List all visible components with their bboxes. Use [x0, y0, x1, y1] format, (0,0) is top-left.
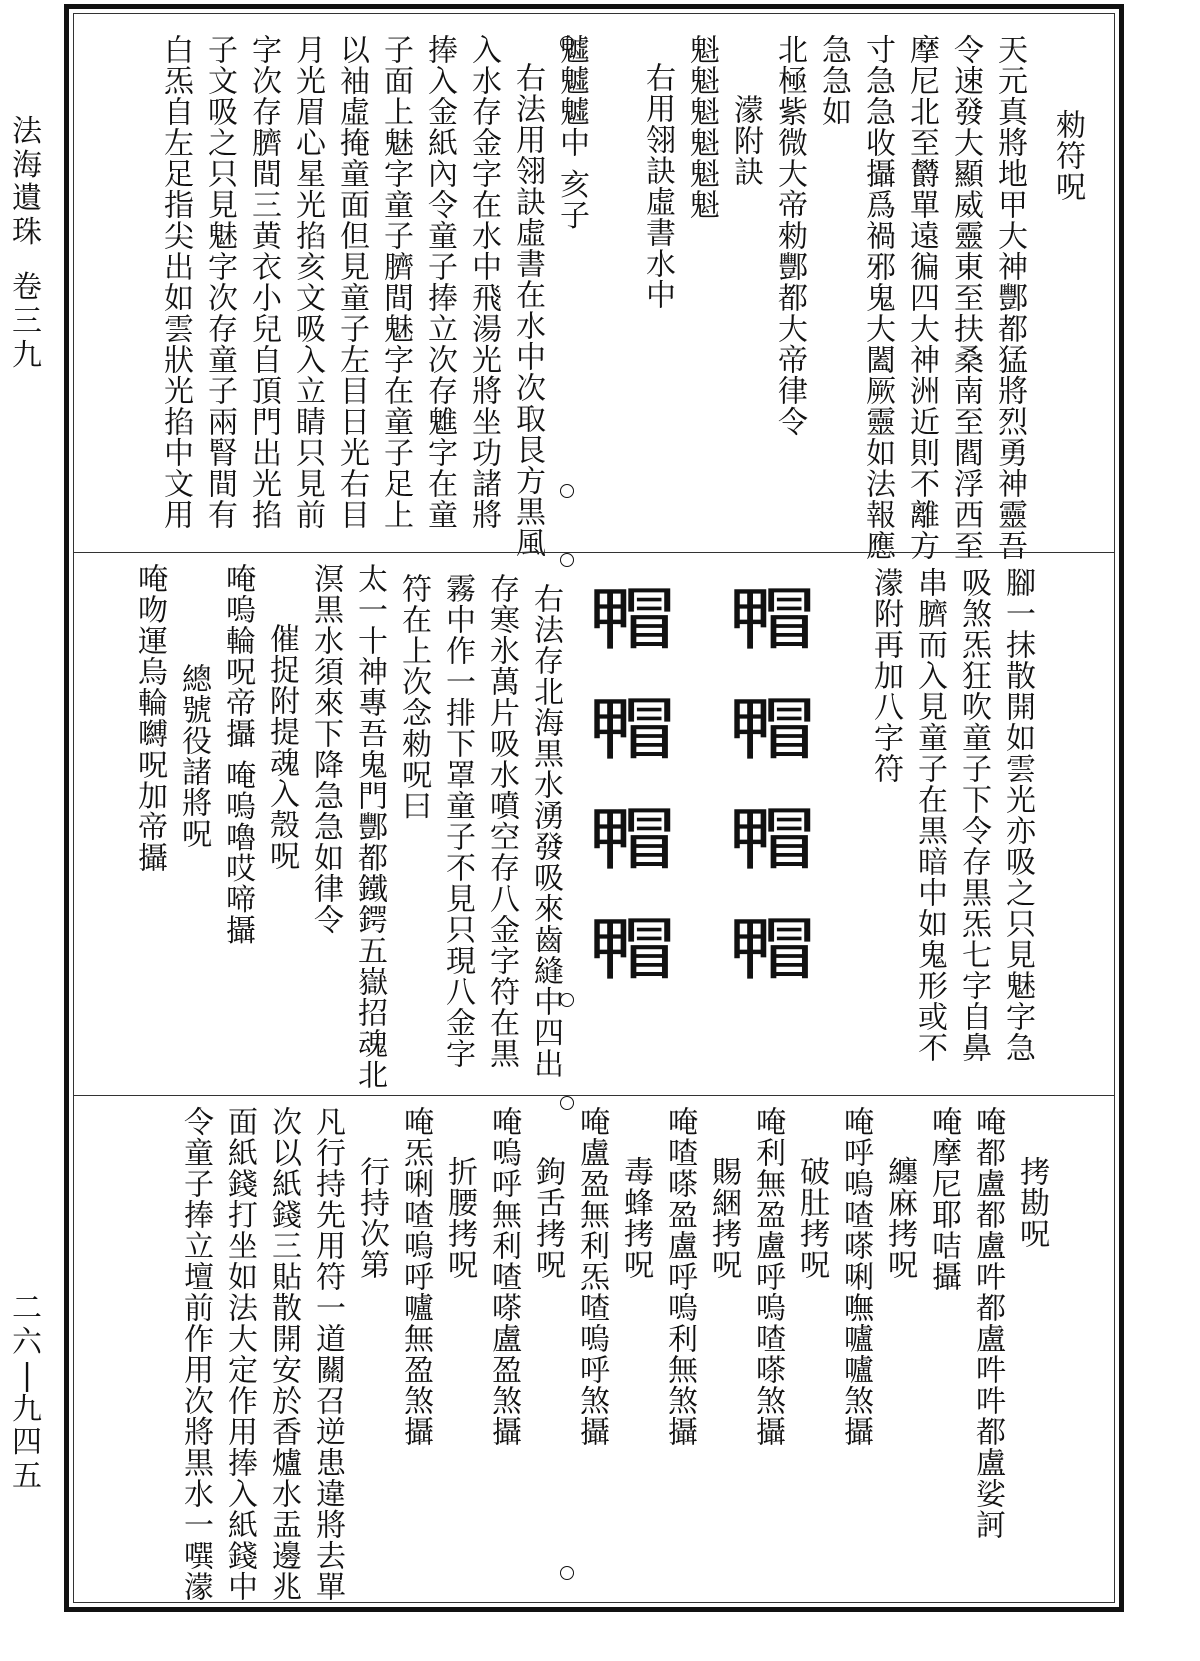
book-title-char: 遺	[12, 181, 42, 217]
talisman-seal-glyph: 𤲰	[587, 911, 677, 990]
text-column: 以袖虛掩童面但見童子左目日光右目	[334, 34, 369, 530]
text-column: 面紙錢打坐如法大定作用捧入紙錢中	[222, 1106, 257, 1602]
volume-char: 卷	[12, 270, 42, 306]
heading-column: 催捉附提魂入殼呪	[264, 623, 299, 871]
text-column: 令童子捧立壇前作用次將黒水一噀濛	[178, 1106, 213, 1602]
book-title-char: 海	[12, 147, 42, 183]
text-column: 濛附再加八字符	[868, 567, 903, 784]
text-column: 存寒氷萬片吸水噴空存八金字符在黒	[484, 573, 519, 1069]
margin-title	[4, 115, 50, 372]
text-column: 唵利無盈盧呼嗚喳嗏煞攝	[750, 1106, 785, 1447]
text-column: 太一十神專吾鬼門酆都鐵鍔五嶽招魂北	[352, 563, 387, 1090]
text-column: 字次存臍間三黄衣小兒自頂門出光掐	[246, 34, 281, 530]
heading-column: 鉤舌拷呪	[530, 1156, 565, 1280]
section-circle-mark	[560, 1566, 574, 1580]
text-column: 右用翎訣虛書水中	[640, 62, 675, 310]
heading-column: 賜綑拷呪	[706, 1156, 741, 1280]
book-title-char: 珠	[12, 214, 42, 250]
page-number-char: 五	[12, 1458, 42, 1494]
talisman-seal-glyph: 𤲰	[727, 691, 817, 770]
section-circle-mark	[560, 36, 574, 50]
talisman-seal-glyph: 𤲰	[587, 691, 677, 770]
page-number	[4, 1292, 50, 1494]
text-column: 唵嗚輪呪帝攝 唵嗚嚕哎啼攝	[220, 563, 255, 946]
page-number-char: 四	[12, 1425, 42, 1461]
text-column: 唵喳嗏盈盧呼嗚利無煞攝	[662, 1106, 697, 1447]
heading-column: 折腰拷呪	[442, 1156, 477, 1280]
text-column: 魁魁魁魁魁魁	[684, 34, 719, 220]
text-column: 唵炁唎喳嗚呼嚧無盈煞攝	[398, 1106, 433, 1447]
heading-column: 勑符呪	[1050, 109, 1085, 202]
text-column: 凡行持先用符一道關召逆患違將去單	[310, 1106, 345, 1602]
text-column: 右法存北海黒水湧發吸來齒縫中四出	[528, 583, 563, 1079]
text-column: 唵摩尼耶咭攝	[926, 1106, 961, 1292]
volume-char: 九	[12, 337, 42, 373]
page-frame	[64, 4, 1124, 1612]
section-circle-mark	[560, 553, 574, 567]
talisman-seal-glyph: 𤲰	[727, 581, 817, 660]
text-column: 唵嗚呼無利喳嗏盧盈煞攝	[486, 1106, 521, 1447]
text-band-top	[74, 14, 1114, 561]
heading-column: 濛附訣	[728, 94, 763, 187]
talisman-seal-glyph: 𤲰	[587, 581, 677, 660]
section-circle-mark	[560, 1096, 574, 1110]
talisman-seal-glyph: 𤲰	[727, 801, 817, 880]
text-column: 右法用翎訣虛書在水中次取艮方黒風	[510, 62, 545, 558]
text-column: 次以紙錢三貼散開安於香爐水盂邊兆	[266, 1106, 301, 1602]
text-column: 入水存金字在水中飛湯光將坐功諸將	[466, 34, 501, 530]
text-column: 北極紫微大帝勑酆都大帝律令	[772, 34, 807, 437]
text-column: 寸急急收攝爲禍邪鬼大闔厥靈如法報應	[860, 34, 895, 561]
page-number-char: 六	[12, 1324, 42, 1360]
section-circle-mark	[560, 484, 574, 498]
text-column: 令速發大顯威靈東至扶桑南至閻浮西至	[948, 34, 983, 561]
heading-column: 總號役諸將呪	[176, 663, 211, 849]
text-column: 唵盧盈無利炁喳嗚呼煞攝	[574, 1106, 609, 1447]
text-column: 天元真將地甲大神酆都猛將烈勇神靈吾	[992, 34, 1027, 561]
book-title-char: 法	[12, 114, 42, 149]
page-inner-border	[73, 13, 1115, 1603]
text-column: 霧中作一排下罩童子不見只現八金字	[440, 573, 475, 1069]
text-column: 腳一抹散開如雲光亦吸之只見魅字急	[1000, 567, 1035, 1063]
heading-column: 拷勘呪	[1014, 1156, 1049, 1249]
text-column: 溟黒水須來下降急急如律令	[308, 563, 343, 935]
text-column: 唵都盧都盧吽都盧吽吽都盧娑訶	[970, 1106, 1005, 1540]
text-column: 摩尼北至欝單遠徧四大神洲近則不離方	[904, 34, 939, 561]
talisman-seal-glyph: 𤲰	[727, 911, 817, 990]
page-number-char: 九	[12, 1391, 42, 1427]
volume-char: 三	[12, 303, 42, 339]
text-column: 急急如	[816, 34, 851, 127]
text-column: 白炁自左足指尖出如雲狀光掐中文用	[158, 34, 193, 530]
talisman-seal-glyph: 𤲰	[587, 801, 677, 880]
section-circle-mark	[560, 993, 574, 1007]
text-band-bottom	[74, 1095, 1114, 1602]
text-column: 串臍而入見童子在黒暗中如鬼形或不	[912, 567, 947, 1063]
page-number-char: |	[21, 1358, 33, 1394]
heading-column: 纏麻拷呪	[882, 1156, 917, 1280]
heading-column: 破肚拷呪	[794, 1156, 829, 1280]
text-column: 子面上魅字童子臍間魅字在童子足上	[378, 34, 413, 530]
text-column: 符在上次念勑呪曰	[396, 573, 431, 821]
text-column: 子文吸之只見魅字次存童子兩腎間有	[202, 34, 237, 530]
text-column: 捧入金紙內令童子捧立次存魋字在童	[422, 34, 457, 530]
text-column: 吸煞炁狂吹童子下令存黒炁七字自鼻	[956, 567, 991, 1063]
heading-column: 毒蜂拷呪	[618, 1156, 653, 1280]
text-column: 月光眉心星光掐亥文吸入立睛只見前	[290, 34, 325, 530]
text-column: 唵呼嗚喳嗏唎嘸嚧嚧煞攝	[838, 1106, 873, 1447]
page-number-char: 二	[12, 1291, 42, 1326]
text-band-middle	[74, 552, 1114, 1096]
text-column: 魖魖魖中 亥子	[554, 34, 589, 231]
text-column: 唵吻運烏輪嚩呪加帝攝	[132, 563, 167, 873]
heading-column: 行持次第	[354, 1156, 389, 1280]
